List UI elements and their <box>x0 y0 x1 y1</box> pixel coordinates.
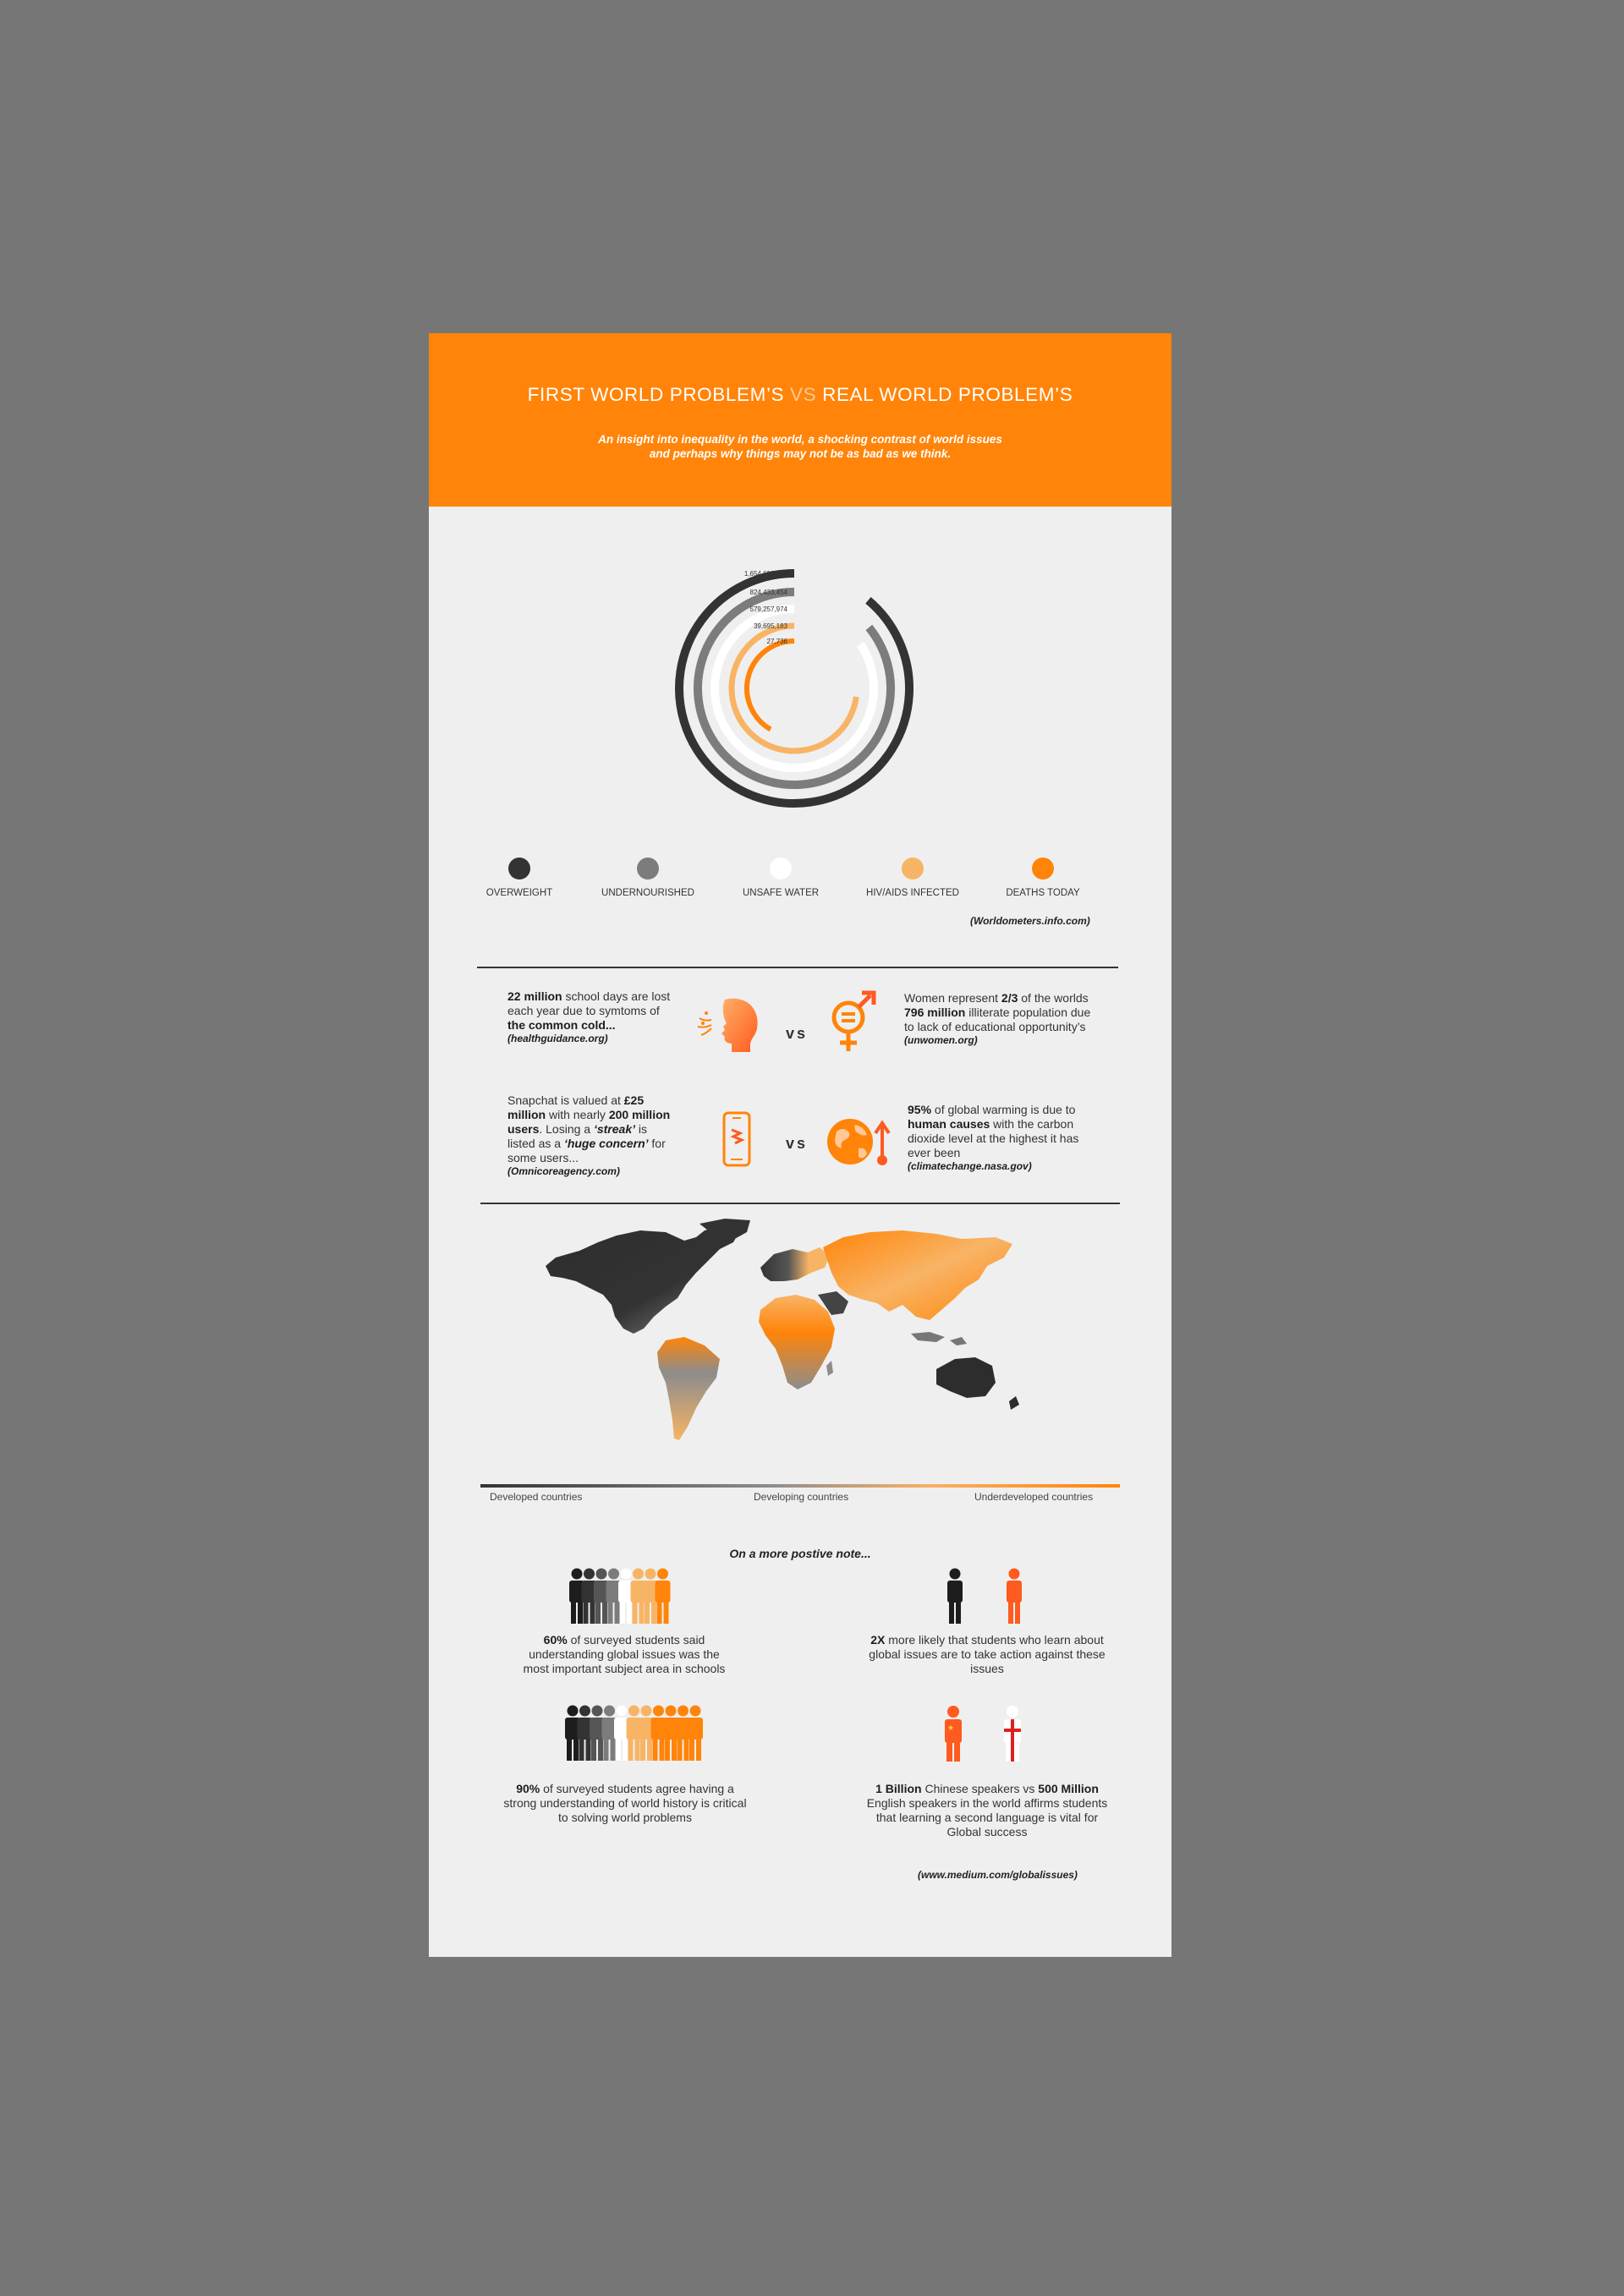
fact-source: (Omnicoreagency.com) <box>508 1165 620 1177</box>
legend-label: UNDERNOURISHED <box>601 888 694 898</box>
ring-hiv-aids-infected <box>732 626 856 751</box>
fact-source: (healthguidance.org) <box>508 1033 608 1044</box>
radial-chart <box>429 333 1171 841</box>
person-icon <box>688 1706 703 1762</box>
world-map <box>539 1217 1046 1471</box>
map-legend-developing: Developing countries <box>754 1491 849 1503</box>
person-icon <box>947 1569 963 1625</box>
asia <box>823 1230 1012 1320</box>
subtitle-line-1: An insight into inequality in the world, a shocking contrast of world issues <box>598 433 1002 446</box>
smartphone-icon <box>721 1111 754 1170</box>
global-warming-icon <box>826 1111 894 1170</box>
map-legend-developed: Developed countries <box>490 1491 583 1503</box>
people-group-90-icon <box>562 1705 706 1764</box>
china-england-flag-people-icon <box>936 1705 1038 1764</box>
fact-global-warming: 95% of global warming is due to human causes with the carbon dioxide level at the highest it has ever been (climatechange.nasa.gov) <box>908 1103 1098 1172</box>
people-group-60-icon <box>567 1568 685 1627</box>
divider-1 <box>477 967 1118 968</box>
legend-label: UNSAFE WATER <box>742 888 820 898</box>
map-legend-underdeveloped: Underdeveloped countries <box>974 1491 1094 1503</box>
legend-swatch <box>1032 858 1054 879</box>
europe <box>760 1247 830 1281</box>
england-flag-person-icon <box>1004 1706 1021 1762</box>
legend-swatch <box>902 858 924 879</box>
title-right: REAL WORLD PROBLEM’S <box>822 384 1073 405</box>
legend-item <box>456 858 583 898</box>
subtitle-line-2: and perhaps why things may not be as bad as we think. <box>649 447 952 460</box>
fact-common-cold: 22 million school days are lost each year due to symtoms of the common cold... (healthguidance.org) <box>508 989 677 1044</box>
svg-text:★: ★ <box>947 1724 955 1733</box>
australia <box>936 1357 996 1398</box>
gender-equality-icon <box>826 989 886 1056</box>
fact-illiteracy: Women represent 2/3 of the worlds 796 million illiterate population due to lack of educational opportunity’s (unwomen.org) <box>904 991 1099 1046</box>
legend-item <box>979 858 1106 898</box>
ring-value-label: 39,695,183 <box>753 622 787 630</box>
person-icon <box>1007 1569 1022 1625</box>
ring-value-label: 824,433,454 <box>749 589 787 596</box>
china-flag-person-icon <box>945 1706 962 1762</box>
legend-swatch <box>770 858 792 879</box>
ring-deaths-today <box>747 641 794 729</box>
divider-2 <box>480 1203 1120 1204</box>
new-zealand <box>1009 1396 1019 1410</box>
infographic-poster <box>429 333 1171 1957</box>
legend-label: DEATHS TODAY <box>1006 888 1080 898</box>
ring-value-label: 579,257,974 <box>749 606 787 613</box>
legend-item <box>584 858 711 898</box>
ring-value-label: 1,654,603,261 <box>743 570 787 578</box>
legend-item <box>849 858 976 898</box>
person-icon <box>656 1569 671 1625</box>
positive-source: (www.medium.com/globalissues) <box>918 1869 1078 1881</box>
positive-note-title: On a more postive note... <box>729 1547 871 1560</box>
title-left: FIRST WORLD PROBLEM’S <box>527 384 785 405</box>
ring-undernourished <box>698 592 891 785</box>
stat-90-percent: 90% of surveyed students agree having a strong understanding of world history is critical to solving world problems <box>503 1782 747 1824</box>
south-america <box>657 1337 720 1440</box>
madagascar <box>826 1361 833 1376</box>
legend-label: HIV/AIDS INFECTED <box>866 888 959 898</box>
stat-2x: 2X more likely that students who learn about global issues are to take action against these issues <box>869 1633 1106 1675</box>
sneeze-head-icon <box>689 989 774 1057</box>
title-vs: VS <box>790 384 817 405</box>
fact-source: (climatechange.nasa.gov) <box>908 1160 1032 1172</box>
legend-item <box>717 858 844 898</box>
ring-value-label: 27,736 <box>766 638 787 645</box>
stat-languages: 1 Billion Chinese speakers vs 500 Million English speakers in the world affirms students that learning a second language is vital for Global success <box>866 1782 1108 1838</box>
fact-snapchat: Snapchat is valued at £25 million with nearly 200 million users. Losing a ‘streak’ is listed as a ‘huge concern’ for some users... (Omnicoreagency.com) <box>508 1093 677 1177</box>
vs-label-1: vs <box>786 1025 809 1042</box>
ring-unsafe-water <box>715 609 874 768</box>
north-america <box>546 1225 740 1334</box>
stat-60-percent: 60% of surveyed students said understanding global issues was the most important subject area in schools <box>523 1633 726 1675</box>
fact-source: (unwomen.org) <box>904 1034 978 1046</box>
legend-label: OVERWEIGHT <box>486 888 553 898</box>
africa <box>759 1295 835 1389</box>
legend-swatch <box>508 858 530 879</box>
indonesia <box>911 1332 967 1345</box>
people-pair-2x-icon <box>936 1568 1038 1627</box>
chart-source: (Worldometers.info.com) <box>970 915 1090 927</box>
legend-swatch <box>637 858 659 879</box>
development-gradient-bar <box>480 1484 1120 1488</box>
vs-label-2: vs <box>786 1135 809 1152</box>
